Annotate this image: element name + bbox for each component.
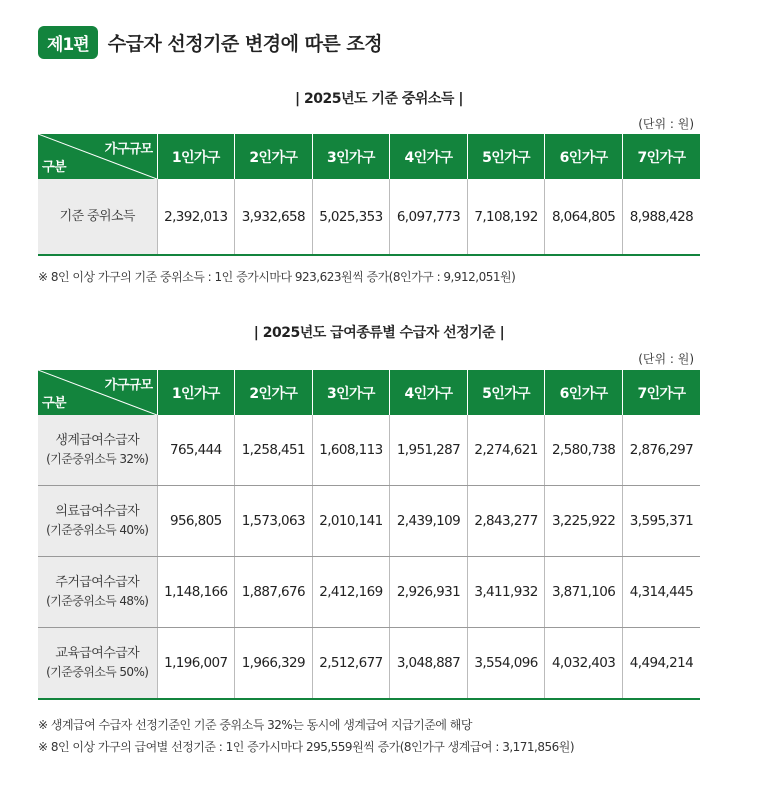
table-cell: 2,392,013 — [157, 179, 235, 255]
table-cell: 8,064,805 — [545, 179, 623, 255]
table-cell: 1,887,676 — [235, 557, 313, 628]
column-header: 3인가구 — [312, 134, 390, 179]
table-row — [38, 557, 700, 628]
corner-top-label: 가구규모 — [104, 378, 153, 393]
table-cell: 1,608,113 — [312, 415, 390, 486]
table-cell: 3,595,371 — [622, 486, 700, 557]
table-cell: 8,988,428 — [622, 179, 700, 255]
table-cell: 2,439,109 — [390, 486, 468, 557]
row-label-main: 주거급여수급자 — [55, 575, 140, 590]
section2-unit: (단위 : 원) — [638, 352, 694, 366]
row-label: 기준 중위소득 — [38, 179, 157, 255]
table-cell: 2,010,141 — [312, 486, 390, 557]
table-cell: 4,314,445 — [622, 557, 700, 628]
corner-bottom-label: 구분 — [42, 160, 66, 175]
section1-note: ※ 8인 이상 가구의 기준 중위소득 : 1인 증가시마다 923,623원씩 증가(8인가구 : 9,912,051원) — [38, 270, 516, 284]
table-cell: 4,494,214 — [622, 628, 700, 700]
table-cell: 1,951,287 — [390, 415, 468, 486]
table-cell: 2,843,277 — [467, 486, 545, 557]
page-header — [38, 26, 382, 59]
table-cell: 1,196,007 — [157, 628, 235, 700]
row-label — [38, 415, 157, 486]
table-row — [38, 486, 700, 557]
page-title: 수급자 선정기준 변경에 따른 조정 — [107, 33, 383, 55]
section2-note: ※ 생계급여 수급자 선정기준인 기준 중위소득 32%는 동시에 생계급여 지급기준에 해당 — [38, 718, 472, 732]
table-cell: 3,871,106 — [545, 557, 623, 628]
table-cell: 1,966,329 — [235, 628, 313, 700]
table-cell: 4,032,403 — [545, 628, 623, 700]
table-cell: 3,411,932 — [467, 557, 545, 628]
table-cell: 2,580,738 — [545, 415, 623, 486]
table-cell: 7,108,192 — [467, 179, 545, 255]
row-label-main: 의료급여수급자 — [55, 504, 140, 519]
corner-header — [38, 134, 157, 179]
row-label — [38, 628, 157, 700]
table-cell: 2,412,169 — [312, 557, 390, 628]
table-cell: 2,876,297 — [622, 415, 700, 486]
column-header: 4인가구 — [390, 134, 468, 179]
row-label-sub: (기준중위소득 48%) — [46, 594, 149, 608]
column-header: 2인가구 — [235, 134, 313, 179]
corner-header — [38, 370, 157, 415]
table-cell: 1,258,451 — [235, 415, 313, 486]
table-cell: 1,573,063 — [235, 486, 313, 557]
section1-unit: (단위 : 원) — [638, 117, 694, 131]
table-row — [38, 415, 700, 486]
table-cell: 3,554,096 — [467, 628, 545, 700]
table-header-row — [38, 370, 700, 415]
table-cell: 2,926,931 — [390, 557, 468, 628]
column-header: 6인가구 — [545, 370, 623, 415]
table-cell: 956,805 — [157, 486, 235, 557]
table-cell: 2,274,621 — [467, 415, 545, 486]
column-header: 3인가구 — [312, 370, 390, 415]
table-cell: 3,225,922 — [545, 486, 623, 557]
column-header: 1인가구 — [157, 370, 235, 415]
column-header: 7인가구 — [622, 370, 700, 415]
column-header: 5인가구 — [467, 370, 545, 415]
column-header: 2인가구 — [235, 370, 313, 415]
row-label-sub: (기준중위소득 50%) — [46, 665, 149, 679]
row-label-sub: (기준중위소득 32%) — [46, 452, 149, 466]
column-header: 4인가구 — [390, 370, 468, 415]
table-row — [38, 628, 700, 700]
column-header: 5인가구 — [467, 134, 545, 179]
row-label — [38, 486, 157, 557]
table-header-row — [38, 134, 700, 179]
table-cell: 5,025,353 — [312, 179, 390, 255]
row-label-sub: (기준중위소득 40%) — [46, 523, 149, 537]
row-label — [38, 557, 157, 628]
table-cell: 2,512,677 — [312, 628, 390, 700]
column-header: 6인가구 — [545, 134, 623, 179]
column-header: 1인가구 — [157, 134, 235, 179]
table-cell: 1,148,166 — [157, 557, 235, 628]
row-label-main: 교육급여수급자 — [55, 646, 140, 661]
column-header: 7인가구 — [622, 134, 700, 179]
table-cell: 3,932,658 — [235, 179, 313, 255]
section2-title: | 2025년도 급여종류별 수급자 선정기준 | — [253, 325, 505, 341]
benefit-criteria-table — [38, 370, 700, 700]
table-cell: 765,444 — [157, 415, 235, 486]
corner-top-label: 가구규모 — [104, 142, 153, 157]
section1-title: | 2025년도 기준 중위소득 | — [295, 91, 463, 107]
row-label-main: 생계급여수급자 — [55, 433, 140, 448]
table-row — [38, 179, 700, 255]
corner-bottom-label: 구분 — [42, 396, 66, 411]
chapter-badge: 제1편 — [38, 26, 98, 59]
table-cell: 6,097,773 — [390, 179, 468, 255]
median-income-table — [38, 134, 700, 256]
table-cell: 3,048,887 — [390, 628, 468, 700]
section2-note: ※ 8인 이상 가구의 급여별 선정기준 : 1인 증가시마다 295,559원씩 증가(8인가구 생계급여 : 3,171,856원) — [38, 740, 575, 754]
